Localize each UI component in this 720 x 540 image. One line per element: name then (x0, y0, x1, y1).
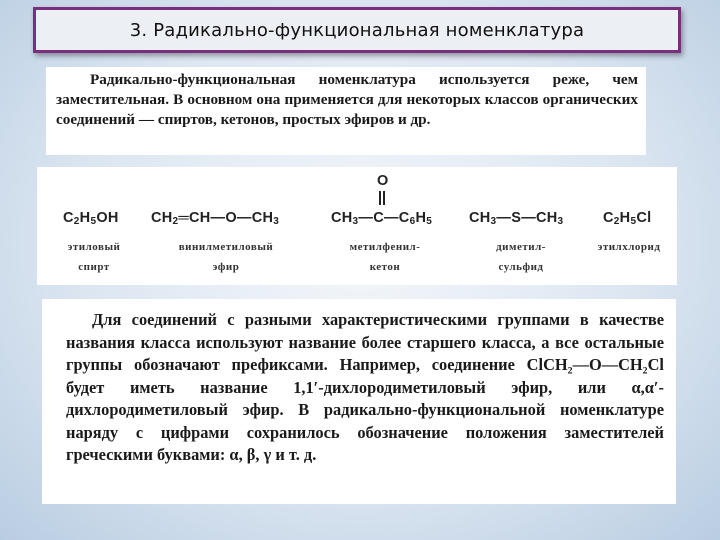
intro-text: Радикально-функциональная номенклатура используется реже, чем заместительная. В основном она применяется для некоторых классов органических соединений — спиртов, кетонов, простых эфиров и др. (56, 71, 638, 128)
name-ethyl-chloride: этилхлорид (597, 241, 661, 253)
examples-panel (37, 167, 677, 285)
intro-panel (46, 67, 646, 155)
slide-title-box (33, 7, 681, 53)
body-text: Для соединений с разными характеристическими группами в качестве названия класса используют название более старшего класса, а все остальные группы обозначают префиксами. Например, соединение ClCH₂—O—CH₂Cl будет иметь название 1,1′-дихлородиметиловый эфир, или α,α′-дихлородиметиловый эфир. В радикально-функциональной номенклатуре наряду с цифрами сохранилось обозначение положения заместителей греческими буквами: α, β, γ и т. д. (66, 310, 664, 464)
ketone-double-bond (379, 191, 385, 205)
name-dimethyl-sulfide: диметил- сульфид (496, 241, 546, 273)
formula-dimethyl-sulfide: $CH_3—S—CH_3$ (469, 210, 564, 227)
formula-ethanol: $C_2H_5OH$ (63, 210, 119, 227)
ketone-oxygen: O (377, 173, 389, 189)
slide-title: 3. Радикально-функциональная номенклатура (129, 19, 585, 41)
formula-vinyl-methyl-ether: $CH_2═CH—O—CH_3$ (151, 210, 280, 227)
name-methyl-phenyl-ketone: метилфенил- кетон (349, 241, 421, 273)
body-panel (42, 299, 676, 504)
name-ethanol: этиловый спирт (67, 241, 121, 273)
name-vinyl-methyl-ether: винилметиловый эфир (178, 241, 274, 273)
formula-ethyl-chloride: $C_2H_5Cl$ (603, 210, 652, 227)
formula-methyl-phenyl-ketone: $CH_3—C—C_6H_5$ (331, 210, 433, 227)
